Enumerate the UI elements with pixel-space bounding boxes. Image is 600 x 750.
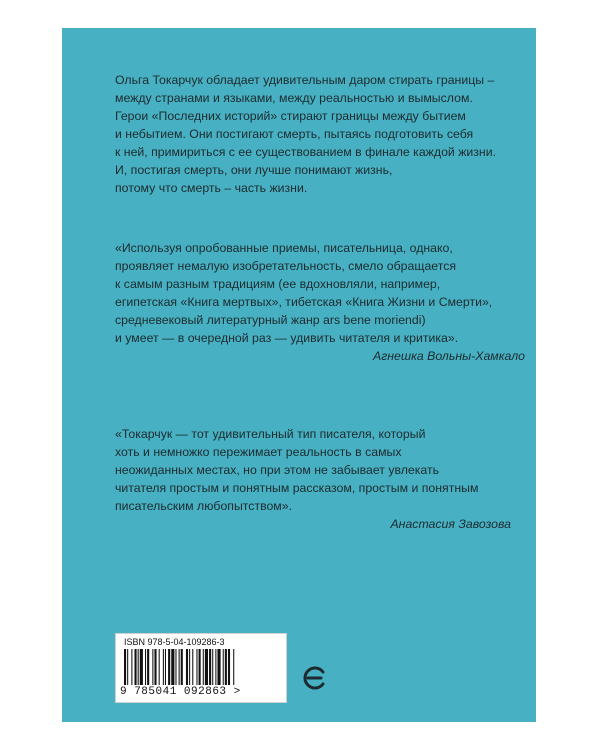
barcode-bar bbox=[131, 649, 132, 685]
text-line: между странами и языками, между реальностью и вымыслом. bbox=[115, 91, 473, 105]
text-line: египетская «Книга мертвых», тибетская «Книга Жизни и Смерти», bbox=[115, 295, 493, 309]
barcode-bar bbox=[205, 649, 208, 685]
barcode-digits: 9 785041 092863 > bbox=[120, 686, 241, 698]
text-line: читателя простым и понятным рассказом, простым и понятным bbox=[115, 481, 479, 495]
barcode-bar bbox=[135, 649, 137, 685]
text-line: неожиданных местах, но при этом не забывает увлекать bbox=[115, 463, 440, 477]
barcode-bar bbox=[171, 649, 174, 685]
review-quote-1 bbox=[115, 239, 525, 365]
barcode-bar bbox=[217, 649, 220, 685]
barcode-bar bbox=[165, 649, 166, 685]
barcode-bar bbox=[179, 649, 180, 685]
quote-author: Анастасия Завозова bbox=[390, 517, 511, 531]
barcode-bars bbox=[122, 649, 280, 687]
barcode-bar bbox=[168, 649, 170, 685]
barcode-bar bbox=[228, 649, 230, 685]
barcode-bar bbox=[215, 649, 216, 685]
text-line: проявляет немалую изобретательность, смело обращается bbox=[115, 259, 457, 273]
barcode-bar bbox=[163, 649, 164, 685]
barcode-bar bbox=[147, 649, 149, 685]
text-line: и умеет — в очередной раз — удивить читателя и критика». bbox=[115, 331, 459, 345]
annotation-paragraph bbox=[115, 71, 515, 197]
text-line: «Используя опробованные приемы, писательница, однако, bbox=[115, 241, 453, 255]
barcode-bar bbox=[189, 649, 190, 685]
text-line: потому что смерть – часть жизни. bbox=[115, 181, 308, 195]
barcode-bar bbox=[192, 649, 193, 685]
text-line: Ольга Токарчук обладает удивительным даром стирать границы – bbox=[115, 73, 495, 87]
barcode-bar bbox=[145, 649, 146, 685]
review-quote-2 bbox=[115, 425, 515, 533]
barcode-bar bbox=[196, 649, 197, 685]
barcode-bar bbox=[127, 649, 128, 685]
barcode-bar bbox=[140, 649, 143, 685]
text-line: хоть и немножко пережимает реальность в самых bbox=[115, 445, 402, 459]
text-line: к самым разным традициям (ее вдохновляли, например, bbox=[115, 277, 441, 291]
barcode-bar bbox=[152, 649, 153, 685]
text-line: средневековый литературный жанр ars bene moriendi) bbox=[115, 313, 426, 327]
barcode-bar bbox=[181, 649, 183, 685]
text-line: «Токарчук — тот удивительный тип писателя, который bbox=[115, 427, 426, 441]
barcode-bar bbox=[223, 649, 224, 685]
text-line: и небытием. Они постигают смерть, пытаясь подготовить себя bbox=[115, 127, 474, 141]
barcode-bar bbox=[203, 649, 204, 685]
barcode-label bbox=[115, 633, 287, 703]
barcode-bar bbox=[159, 649, 160, 685]
barcode-bar bbox=[225, 649, 227, 685]
barcode-bar bbox=[138, 649, 139, 685]
eksmo-logo-icon bbox=[302, 665, 328, 691]
barcode-bar bbox=[186, 649, 188, 685]
quote-author: Агнешка Вольны-Хамкало bbox=[373, 349, 525, 363]
barcode-bar bbox=[233, 649, 234, 685]
isbn-text: ISBN 978-5-04-109286-3 bbox=[124, 637, 225, 647]
barcode-bar bbox=[199, 649, 201, 685]
text-line: И, постигая смерть, они лучше понимают жизнь, bbox=[115, 163, 393, 177]
barcode-bar bbox=[124, 649, 126, 685]
barcode-bar bbox=[154, 649, 156, 685]
text-line: Герои «Последних историй» стирают границы между бытием bbox=[115, 109, 466, 123]
text-line: к ней, примириться с ее существованием в финале каждой жизни. bbox=[115, 145, 496, 159]
back-cover bbox=[62, 28, 536, 722]
text-line: писательским любопытством». bbox=[115, 499, 293, 513]
barcode-bar bbox=[209, 649, 211, 685]
barcode-bar bbox=[212, 649, 213, 685]
barcode-bar bbox=[175, 649, 176, 685]
